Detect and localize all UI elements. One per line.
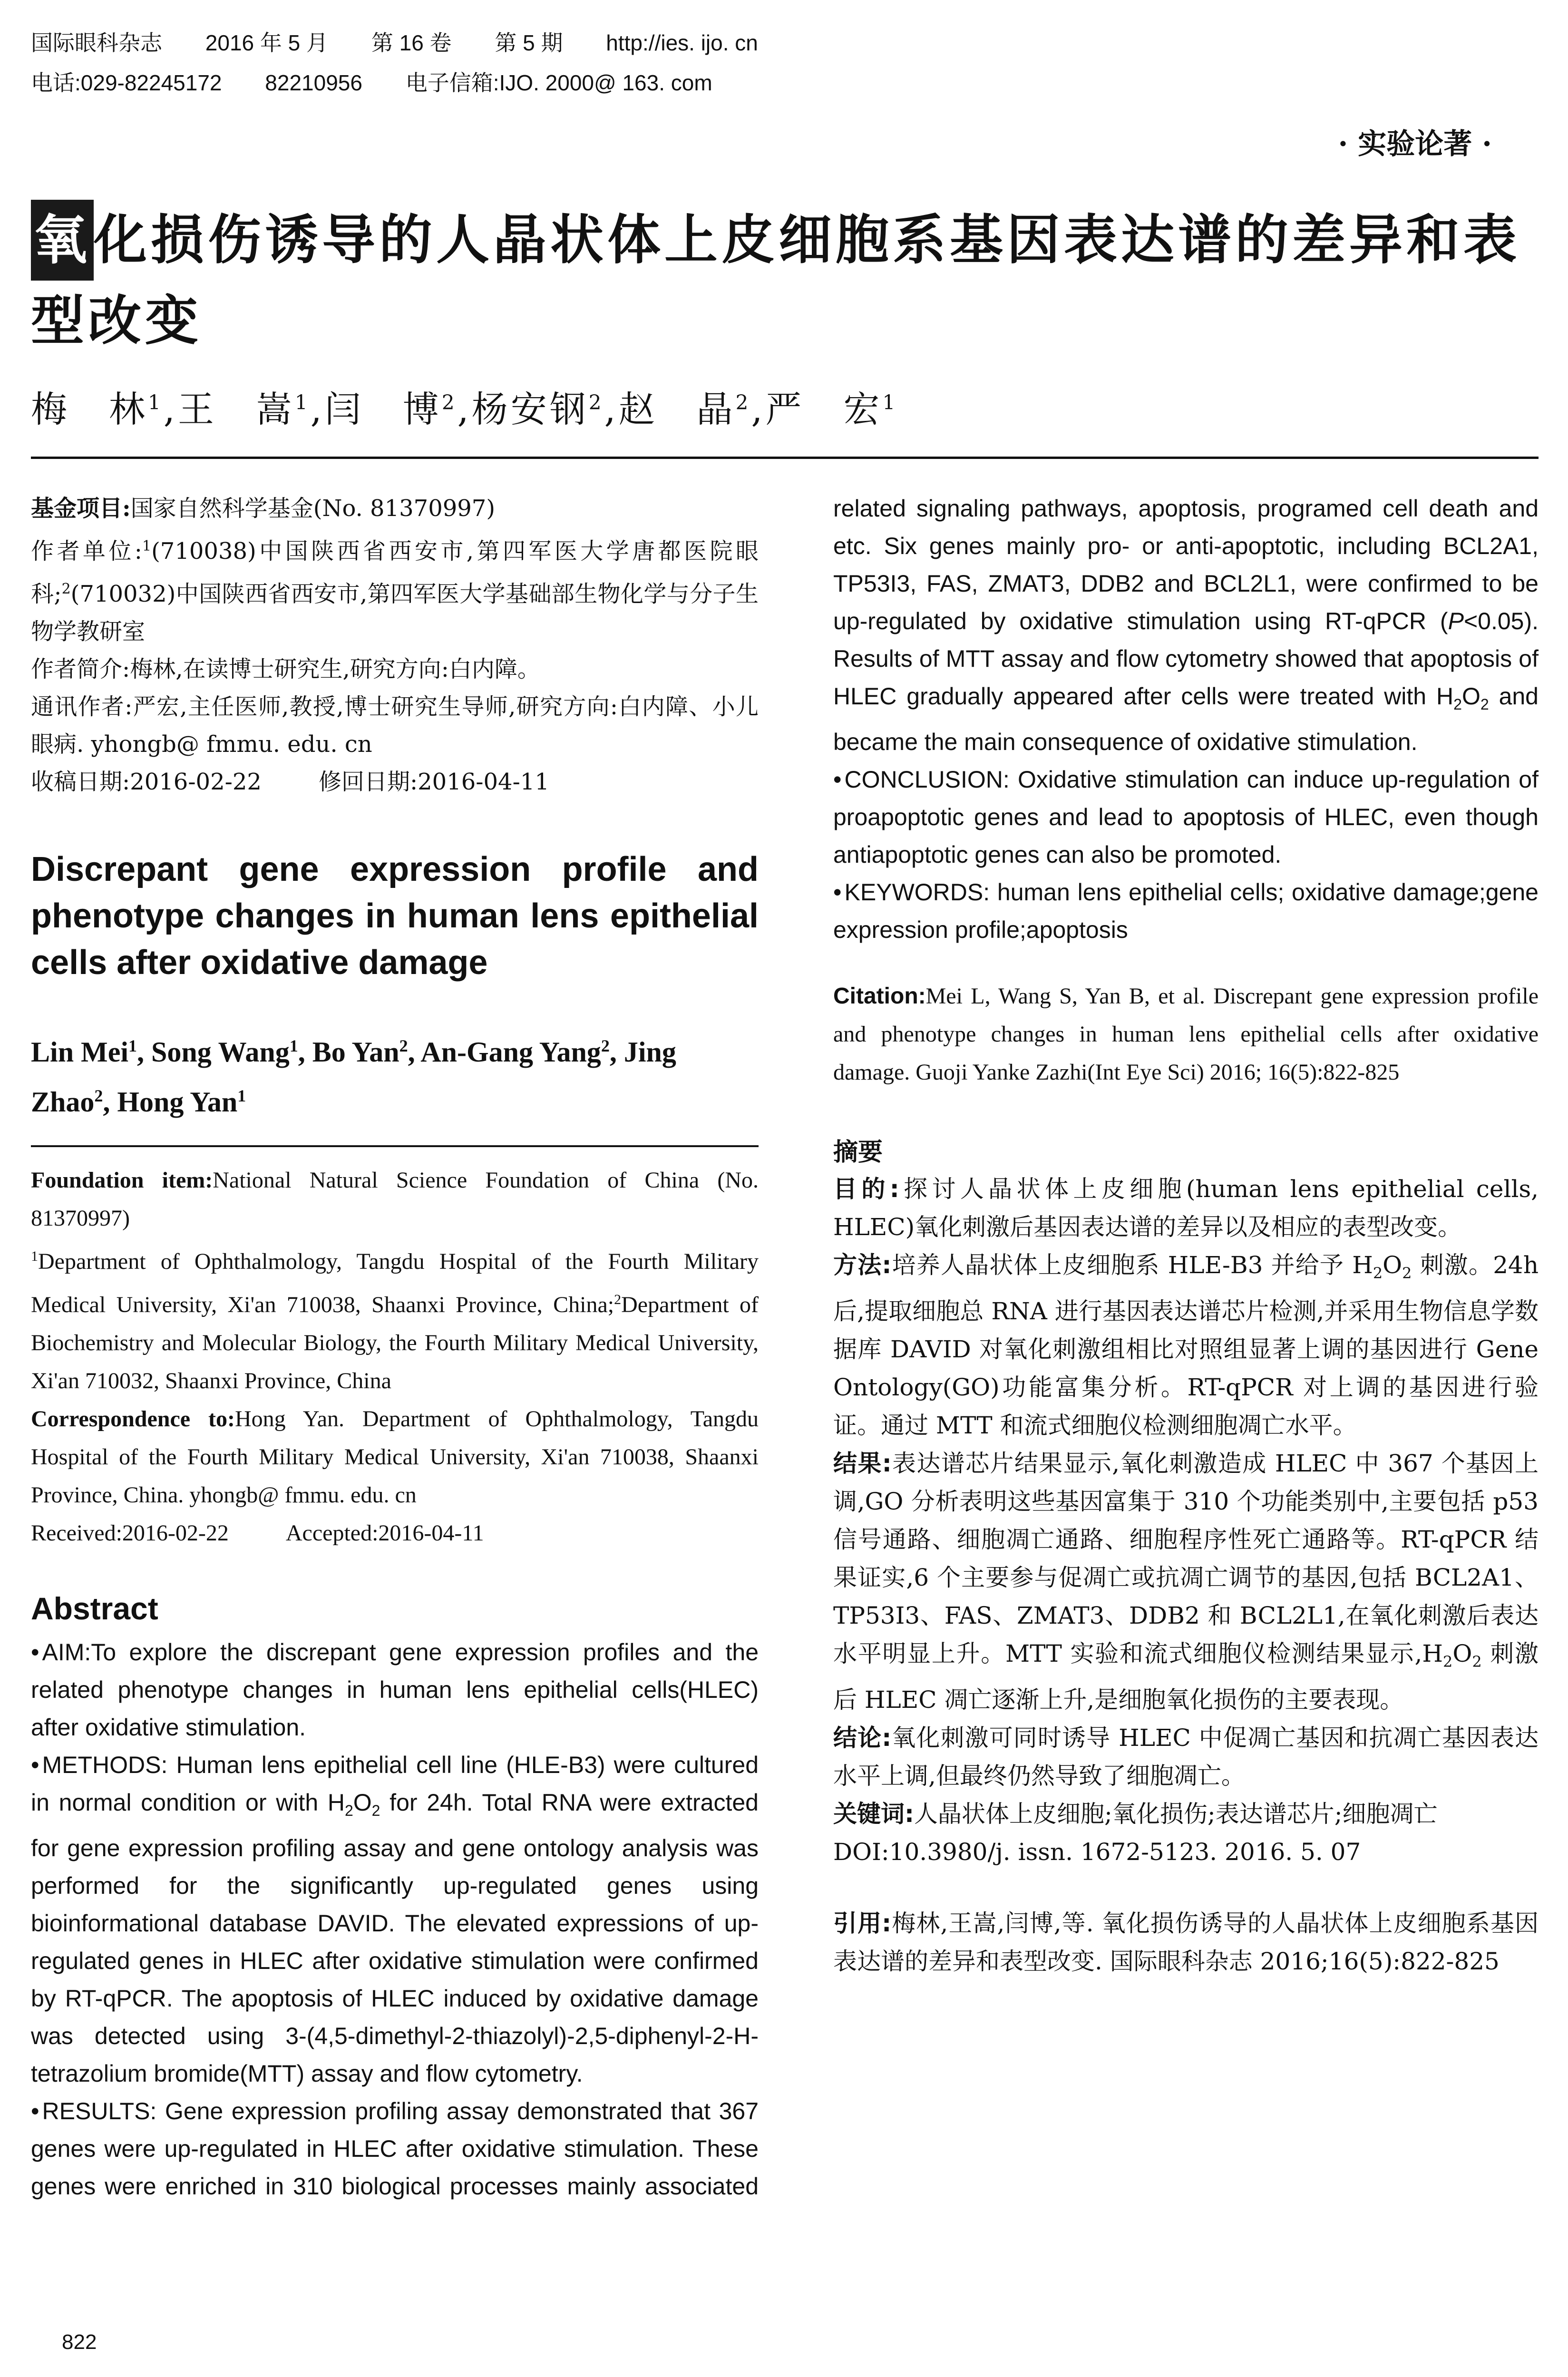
abstract-methods: • METHODS: Human lens epithelial cell line (HLE-B3) were cultured in normal condition or with $H_2O_2$ for 24h. Total RNA were extracted for gene expression profiling assay and gene ontology analysis was performed for the significantly up-regulated genes using bioinformational database DAVID. The elevated expressions of up-regulated genes in HLEC after oxidative stimulation were confirmed by RT-qPCR. The apoptosis of HLEC induced by oxidative damage was detected using 3-(4,5-dimethyl-2-thiazolyl)-2,5-diphenyl-2-H-tetrazolium bromide(MTT) assay and flow cytometry. [31, 1752, 759, 2087]
corr-cn: 通讯作者:严宏,主任医师,教授,博士研究生导师,研究方向:白内障、小儿眼病. yhongb@ fmmu. edu. cn [31, 693, 759, 758]
doi: DOI:10.3980/j. issn. 1672-5123. 2016. 5. 07 [833, 1838, 1361, 1866]
title-rule [31, 457, 1539, 459]
dates-cn: 收稿日期:2016-02-22 修回日期:2016-04-11 [31, 769, 549, 795]
affiliation-cn: 作者单位:$^1$(710038)中国陕西省西安市,第四军医大学唐都医院眼科;$^2$(710032)中国陕西省西安市,第四军医大学基础部生物化学与分子生物学教研室 [31, 538, 759, 645]
departments-en: $^1$Department of Ophthalmology, Tangdu Hospital of the Fourth Military Medical University, Xi'an 710038, Shaanxi Province, China;$^2$Department of Biochemistry and Molecular Biology, the Fourth Military Medical University, Xi'an 710032, Shaanxi Province, China [31, 1248, 759, 1393]
right-column [833, 490, 1539, 1980]
issue-date: 2016 年 5 月 [205, 30, 329, 55]
en-meta [31, 1145, 759, 1552]
issue-number: 第 5 期 [495, 30, 563, 55]
volume: 第 16 卷 [371, 30, 452, 55]
abstract-conclusion: • CONCLUSION: Oxidative stimulation can induce up-regulation of proapoptotic genes and lead to apoptosis of HLEC, even though antiapoptotic genes can also be promoted. [833, 766, 1539, 868]
citation-cn: 引用:梅林,王嵩,闫博,等. 氧化损伤诱导的人晶状体上皮细胞系基因表达谱的差异和表型改变. 国际眼科杂志 2016;16(5):822-825 [833, 1909, 1539, 1975]
foundation-en: Foundation item:National Natural Science Foundation of China (No. 81370997) [31, 1168, 759, 1231]
phone: 电话:029-82245172 [31, 70, 222, 95]
page-number: 822 [62, 2330, 97, 2354]
citation-en: Citation:Mei L, Wang S, Yan B, et al. Discrepant gene expression profile and phenotype changes in human lens epithelial cells after oxidative damage. Guoji Yanke Zazhi(Int Eye Sci) 2016; 16(5):822-825 [833, 984, 1539, 1085]
abstract-body [31, 1634, 759, 2206]
author-cn: 王 嵩 [177, 388, 295, 430]
author-cn: 闫 博 [324, 388, 442, 430]
title-first-char: 氧 [31, 200, 94, 281]
author-cn: 严 宏 [765, 388, 883, 430]
cn-abstract-keywords: 关键词:人晶状体上皮细胞;氧化损伤;表达谱芯片;细胞凋亡 [833, 1800, 1438, 1828]
left-column [31, 490, 759, 2206]
author-cn: 赵 晶 [618, 388, 736, 430]
cn-abstract-heading: 摘要 [833, 1138, 883, 1167]
bio-cn: 作者简介:梅林,在读博士研究生,研究方向:白内障。 [31, 656, 540, 682]
cn-abstract-aim: 目的:探讨人晶状体上皮细胞(human lens epithelial cells, HLEC)氧化刺激后基因表达谱的差异以及相应的表型改变。 [833, 1175, 1539, 1241]
phone-2: 82210956 [265, 70, 362, 95]
funding-cn: 基金项目:国家自然科学基金(No. 81370997) [31, 495, 496, 522]
journal-header [31, 23, 1539, 103]
dates-en: Received:2016-02-22 Accepted:2016-04-11 [31, 1520, 484, 1546]
title-rest: 化损伤诱导的人晶状体上皮细胞系基因表达谱的差异和表型改变 [31, 209, 1520, 352]
correspondence-en: Correspondence to:Hong Yan. Department of Ophthalmology, Tangdu Hospital of the Fourth Military Medical University, Xi'an 710038, Shaanxi Province, China. yhongb@ fmmu. edu. cn [31, 1406, 759, 1508]
cn-abstract-conclusion: 结论:氧化刺激可同时诱导 HLEC 中促凋亡基因和抗凋亡基因表达水平上调,但最终仍然导致了细胞凋亡。 [833, 1724, 1539, 1790]
author-cn: 杨安钢 [471, 388, 589, 430]
authors-en: Lin Mei$^1$, Song Wang$^1$, Bo Yan$^2$, An-Gang Yang$^2$, Jing Zhao$^2$, Hong Yan$^1$ [31, 1036, 676, 1118]
authors-cn: 梅 林$^1$,王 嵩$^1$,闫 博$^2$,杨安钢$^2$,赵 晶$^2$,严 宏$^1$ [31, 388, 898, 430]
paper-title-cn [31, 200, 1539, 361]
journal-url: http://ies. ijo. cn [606, 30, 758, 55]
abstract-heading: Abstract [31, 1591, 158, 1626]
abstract-continued [833, 490, 1539, 949]
abstract-aim: • AIM:To explore the discrepant gene expression profiles and the related phenotype changes in human lens epithelial cells(HLEC) after oxidative stimulation. [31, 1639, 759, 1741]
cn-meta [31, 490, 759, 801]
abstract-results-part1: • RESULTS: Gene expression profiling assay demonstrated that 367 genes were up-regulated in HLEC after oxidative stimulation. These genes were enriched in 310 biological processes mainly associated [31, 2098, 759, 2200]
author-cn: 梅 林 [31, 388, 148, 430]
cn-abstract-results: 结果:表达谱芯片结果显示,氧化刺激造成 HLEC 中 367 个基因上调,GO 分析表明这些基因富集于 310 个功能类别中,主要包括 p53 信号通路、细胞凋亡通路、细胞程序性死亡通路等。RT-qPCR 结果证实,6 个主要参与促凋亡或抗凋亡调节的基因,包括 BCL2A1、TP53I3、FAS、ZMAT3、DDB2 和 BCL2L1,在氧化刺激后表达水平明显上升。MTT 实验和流式细胞仪检测结果显示$,H_2O_2$ 刺激后 HLEC 凋亡逐渐上升,是细胞氧化损伤的主要表现。 [833, 1450, 1539, 1714]
email: 电子信箱:IJO. 2000@ 163. com [405, 70, 712, 95]
section-tag: · 实验论著 · [1338, 127, 1492, 161]
paper-title-en: Discrepant gene expression profile and phenotype changes in human lens epithelial cells after oxidative damage [31, 850, 759, 982]
cn-abstract-body [833, 1170, 1539, 1871]
abstract-keywords: • KEYWORDS: human lens epithelial cells; oxidative damage;gene expression profile;apoptosis [833, 879, 1539, 943]
cn-abstract-methods: 方法:培养人晶状体上皮细胞系 HLE-B3 并给予 $H_2O_2$ 刺激。24h 后,提取细胞总 RNA 进行基因表达谱芯片检测,并采用生物信息学数据库 DAVID 对氧化刺激组相比对照组显著上调的基因进行 Gene Ontology(GO)功能富集分析。RT-qPCR 对上调的基因进行验证。通过 MTT 和流式细胞仪检测细胞凋亡水平。 [833, 1251, 1539, 1439]
abstract-results-part2: related signaling pathways, apoptosis, programed cell death and etc. Six genes mainly pro- or anti-apoptotic, including BCL2A1, TP53I3, FAS, ZMAT3, DDB2 and BCL2L1, were confirmed to be up-regulated by oxidative stimulation using RT-qPCR (P<0.05). Results of MTT assay and flow cytometry showed that apoptosis of HLEC gradually appeared after cells were treated with $H_2O_2$ and became the main consequence of oxidative stimulation. [833, 495, 1539, 755]
journal-name: 国际眼科杂志 [31, 30, 162, 55]
